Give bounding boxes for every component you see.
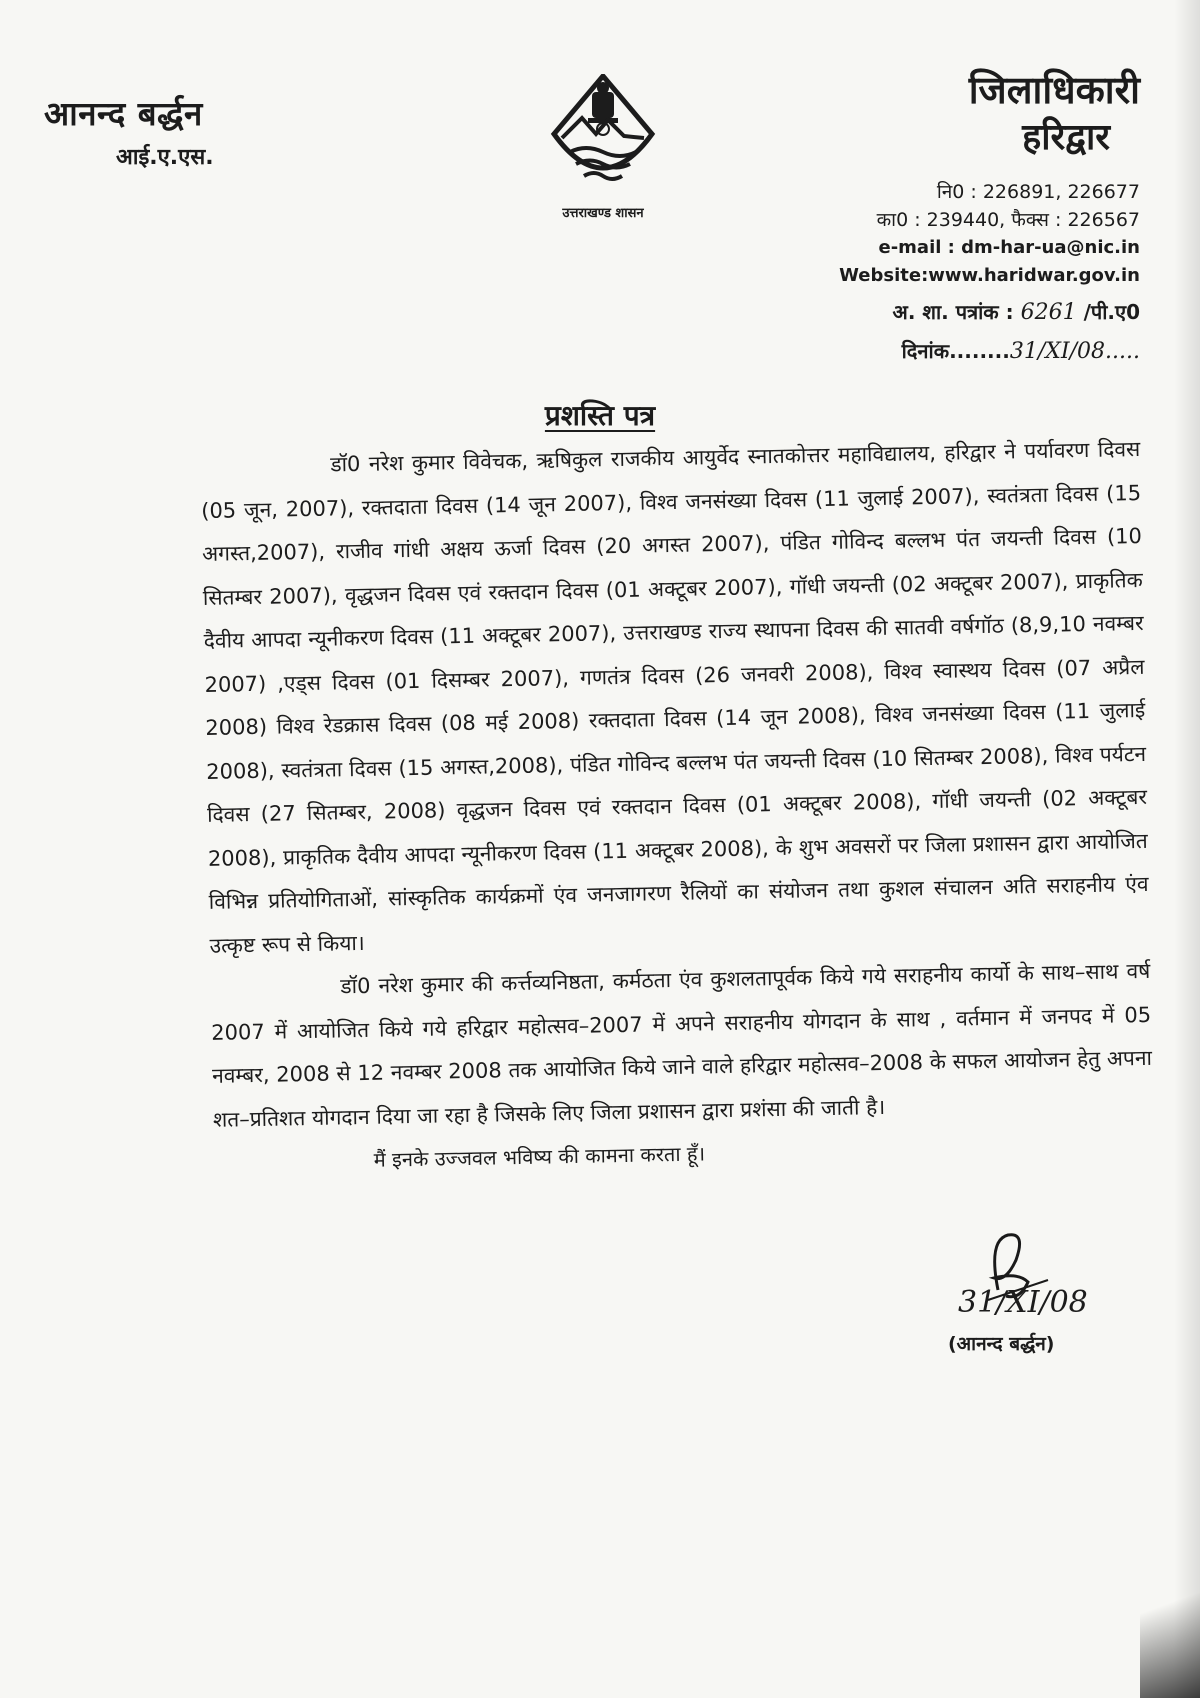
ref-number: 6261 [1020,300,1077,325]
body-paragraph-2: डॉ0 नरेश कुमार की कर्त्तव्यनिष्ठता, कर्मठता एंव कुशलतापूर्वक किये गये सराहनीय कार्यो के साथ–साथ वर्ष 2007 में आयोजित किये गये हरिद्वार महोत्सव–2007 में अपने सराहनीय योगदान के साथ , वर्तमान में जनपद में 05 नवम्बर, 2008 से 12 नवम्बर 2008 तक आयोजित किये जाने वाले हरिद्वार महोत्सव–2008 के सफल आयोजन हेतु अपना शत–प्रतिशत योगदान दिया जा रहा है जिसके लिए जिला प्रशासन द्वारा प्रशंसा की जाती है। [211,958,1153,1132]
page-edge-shadow [1174,0,1200,1698]
state-emblem-icon [548,74,658,199]
sender-block [44,90,214,171]
contact-details [839,178,1140,290]
ref-label: अ. शा. पत्रांक : [892,300,1014,324]
ref-suffix: /पी.ए0 [1083,300,1140,324]
page-corner-shadow [1140,1568,1200,1698]
body-paragraph-3: मैं इनके उज्जवल भविष्य की कामना करता हूँ। [373,1141,706,1172]
phone-office-fax: का0 : 239440, फैक्स : 226567 [876,209,1140,231]
reference-number-line [839,296,1140,329]
document-heading: प्रशस्ति पत्र [544,399,656,432]
website-address: Website:www.haridwar.gov.in [839,265,1140,286]
sender-title: आई.ए.एस. [116,145,214,170]
letter-body [200,428,1154,1185]
date-label: दिनांक........ [901,339,1010,363]
sender-name: आनन्द बर्द्धन [44,94,203,133]
office-city: हरिद्वार [1022,117,1110,158]
signature-date: 31/XI/08 [958,1285,1088,1320]
phone-residence: नि0 : 226891, 226677 [936,181,1140,203]
emblem-caption: उत्तराखण्ड शासन [562,206,644,221]
office-title: जिलाधिकारी [968,68,1140,112]
uttarakhand-emblem [538,74,668,221]
date-line [839,335,1140,368]
body-paragraph-1: डॉ0 नरेश कुमार विवेचक, ऋषिकुल राजकीय आयुर्वेद स्नातकोत्तर महाविद्यालय, हरिद्वार ने पर्यावरण दिवस (05 जून, 2007), रक्तदाता दिवस (14 जून 2007), विश्व जनसंख्या दिवस (11 जुलाई 2007), स्वतंत्रता दिवस (15 अगस्त,2007), राजीव गांधी अक्षय ऊर्जा दिवस (20 अगस्त 2007), पंडित गोविन्द बल्लभ पंत जयन्ती दिवस (10 सितम्बर 2007), वृद्धजन दिवस एवं रक्तदान दिवस (01 अक्टूबर 2007), गॉधी जयन्ती (02 अक्टूबर 2007), प्राकृतिक दैवीय आपदा न्यूनीकरण दिवस (11 अक्टूबर 2007), उत्तराखण्ड राज्य स्थापना दिवस की सातवी वर्षगॉठ (8,9,10 नवम्बर 2007) ,एड्स दिवस (01 दिसम्बर 2007), गणतंत्र दिवस (26 जनवरी 2008), विश्व स्वास्थय दिवस (07 अप्रैल 2008) विश्व रेडक्रास दिवस (08 मई 2008) रक्तदाता दिवस (14 जून 2008), विश्व जनसंख्या दिवस (11 जुलाई 2008), स्वतंत्रता दिवस (15 अगस्त,2008), पंडित गोविन्द बल्लभ पंत जयन्ती दिवस (10 सितम्बर 2008), विश्व पर्यटन दिवस (27 सितम्बर, 2008) वृद्धजन दिवस एवं रक्तदान दिवस (01 अक्टूबर 2008), गॉधी जयन्ती (02 अक्टूबर 2008), प्राकृतिक दैवीय आपदा न्यूनीकरण दिवस (11 अक्टूबर 2008), के शुभ अवसरों पर जिला प्रशासन द्वारा आयोजित विभिन्न प्रतियोगिताओं, सांस्कृतिक कार्यक्रमों एंव जनजागरण रैलियों का संयोजन तथा कुशल संचालन अति सराहनीय एंव उत्कृष्ट रूप से किया। [201,436,1149,958]
signatory-name: (आनन्द बर्द्धन) [948,1333,1055,1355]
office-block [839,66,1140,368]
email-address: e-mail : dm-har-ua@nic.in [878,237,1140,258]
date-value: 31/XI/08..... [1009,339,1140,364]
